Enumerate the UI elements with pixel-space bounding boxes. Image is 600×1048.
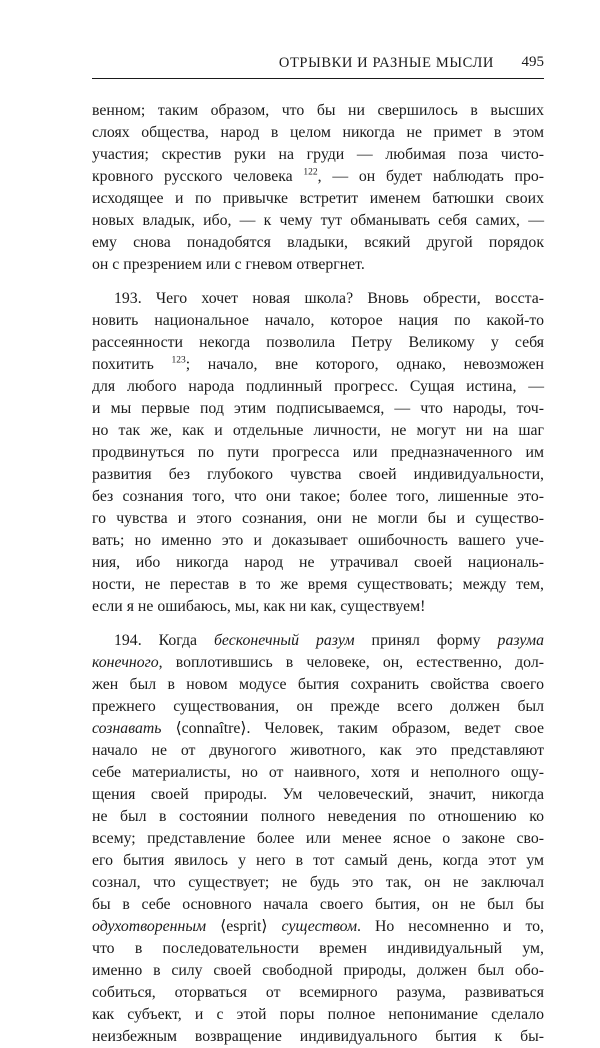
text-line: собиться, оторваться от всемирного разума, развиваться [92, 984, 544, 1001]
text-line [92, 630, 544, 652]
text-line: сознал, что существует; не будь это так, он не заключал [92, 874, 544, 891]
body-text [92, 100, 544, 1048]
text-fragment: кровного русского человека [92, 168, 304, 185]
text-fragment: ⟨connaître⟩. Человек, таким образом, ведет свое [161, 720, 544, 737]
text-line: новить национальное начало, которое нация по какой-то [92, 312, 544, 329]
text-line: 193. Чего хочет новая школа? Вновь обрести, восста- [114, 290, 544, 307]
text-line: исходящее и по привычке встретит именем батюшки своих [92, 190, 544, 207]
text-fragment: ; начало, вне которого, однако, невозможен [185, 356, 544, 373]
italic-phrase: одухотворенным [92, 918, 207, 935]
italic-phrase: существом [281, 918, 358, 935]
page-number: 495 [521, 54, 544, 70]
text-line: себе материалисты, но от наивного, хотя и неполного ощу- [92, 764, 544, 781]
text-line: ему снова понадобятся владыки, всякий другой порядок [92, 234, 544, 251]
text-fragment: , воплотившись в человеке, он, естественно, дол- [158, 654, 544, 671]
text-line: но так же, как и отдельные личности, не могут ни на шаг [92, 422, 544, 439]
text-line [92, 718, 544, 740]
text-line: если я не ошибаюсь, мы, как ни как, существуем! [92, 598, 426, 615]
text-fragment: ⟨esprit⟩ [206, 918, 282, 935]
text-fragment: принял форму [354, 632, 498, 649]
text-line [92, 652, 544, 674]
text-line: без сознания того, что они такое; более того, лишенные это- [92, 488, 544, 505]
text-line: бы в себе основного начала своего бытия, он не был бы [92, 896, 544, 913]
text-fragment: 194. Когда [114, 632, 214, 649]
text-line: как субъект, и с этой поры полное непонимание сделало [92, 1006, 544, 1023]
text-line: ности, не перестав в то же время существовать; между тем, [92, 576, 544, 593]
text-line: венном; таким образом, что бы ни свершилось в высших [92, 102, 544, 119]
text-line: вать; но именно это и доказывает ошибочность вашего уче- [92, 532, 544, 549]
italic-phrase: конечного [92, 654, 159, 671]
text-line: новых владык, ибо, — к чему тут обманывать себя самих, — [92, 212, 544, 229]
text-fragment: , — он будет наблюдать про- [317, 168, 545, 185]
paragraph-continuation [92, 100, 544, 276]
text-fragment: . Но несомненно и то, [357, 918, 544, 935]
text-line: начало не от двуногого животного, как это представляют [92, 742, 544, 759]
text-line: ния, ибо никогда народ не утрачивал своей националь- [92, 554, 544, 571]
header-title: ОТРЫВКИ И РАЗНЫЕ МЫСЛИ [278, 55, 494, 71]
text-line: для любого народа подлинный прогресс. Сущая истина, — [92, 378, 544, 395]
italic-phrase: сознавать [92, 720, 162, 737]
text-line: и мы первые под этим подписываемся, — что народы, точ- [92, 400, 544, 417]
text-line [92, 916, 544, 938]
text-line: его бытия явилось у него в тот самый день, когда этот ум [92, 852, 544, 869]
footnote-ref: 122 [303, 167, 318, 178]
running-header [92, 52, 544, 79]
text-line: неизбежным возвращение индивидуального бытия к бы- [92, 1028, 544, 1045]
text-line: всему; представление более или менее ясное о законе сво- [92, 830, 544, 847]
text-line: что в последовательности времен индивидуальный ум, [92, 940, 544, 957]
text-line: участия; скрестив руки на груди — любимая поза чисто- [92, 146, 544, 163]
text-line: рассеянности некогда позволила Петру Великому у себя [92, 334, 544, 351]
italic-phrase: разума [497, 632, 544, 649]
paragraph-193 [92, 288, 544, 618]
text-line: развития без глубокого чувства своей индивидуальности, [92, 466, 544, 483]
text-line: продвинуться по пути прогресса или предназначенного им [92, 444, 544, 461]
text-line [92, 166, 544, 188]
paragraph-194 [92, 630, 544, 1048]
text-line: он с презрением или с гневом отвергнет. [92, 256, 365, 273]
text-line: слоях общества, народ в целом никогда не примет в этом [92, 124, 544, 141]
text-line: го чувства и этого сознания, они не могли бы и существо- [92, 510, 544, 527]
text-line [92, 354, 544, 376]
italic-phrase: бесконечный разум [213, 632, 355, 649]
footnote-ref: 123 [171, 355, 186, 366]
text-line: жен был в новом модусе бытия сохранить свойства своего [92, 676, 544, 693]
text-fragment: похитить [92, 356, 172, 373]
text-line: щения своей природы. Ум человеческий, значит, никогда [92, 786, 544, 803]
text-line: не был в состоянии полного неведения по отношению ко [92, 808, 544, 825]
text-line: именно в силу своей свободной природы, должен был обо- [92, 962, 544, 979]
text-line: прежнего существования, он прежде всего должен был [92, 698, 544, 715]
